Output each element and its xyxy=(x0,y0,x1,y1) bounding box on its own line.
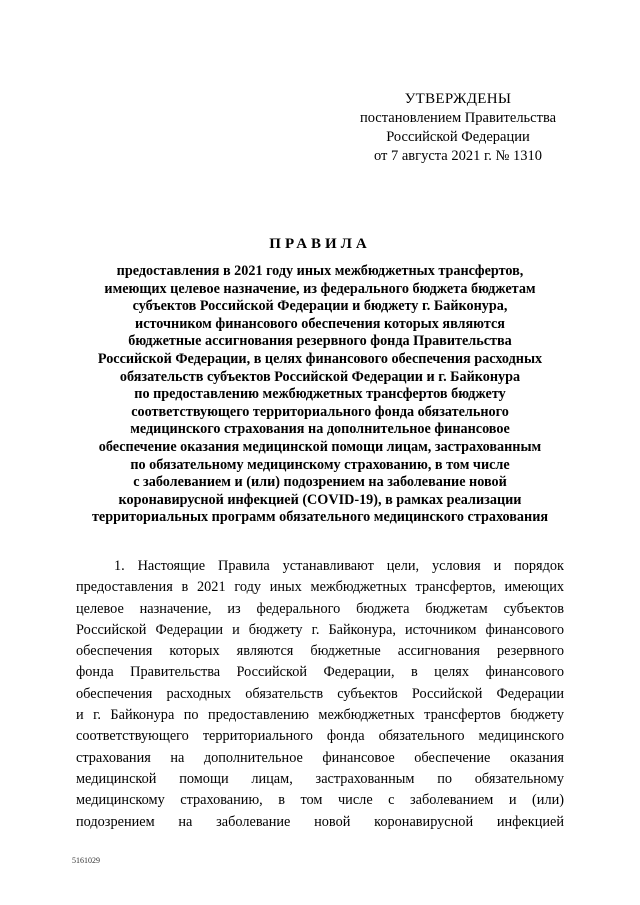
subtitle-line: источником финансового обеспечения которых являются xyxy=(135,315,505,332)
body-line: 1. Настоящие Правила устанавливают цели, условия и порядок xyxy=(114,558,564,574)
subtitle-line: бюджетные ассигнования резервного фонда Правительства xyxy=(128,333,512,350)
subtitle-line: обеспечение оказания медицинской помощи лицам, застрахованным xyxy=(98,438,542,455)
body-line: Российской Федерации и бюджету г. Байконура, источником финансового xyxy=(76,621,564,638)
approval-line-1: постановлением Правительства xyxy=(359,110,557,126)
approval-line-2: Российской Федерации xyxy=(386,129,530,145)
subtitle-line: с заболеванием и (или) подозрением на заболевание новой xyxy=(133,474,507,491)
body-line: обеспечения расходных обязательств субъектов Российской Федерации xyxy=(76,685,564,702)
document-heading: ПРАВИЛА xyxy=(269,236,371,252)
body-line: подозрением на заболевание новой коронавирусной инфекцией xyxy=(76,813,564,830)
body-line: медицинскому страхованию, в том числе с заболеванием и (или) xyxy=(76,792,564,809)
body-line: соответствующего территориального фонда обязательного медицинского xyxy=(76,728,564,745)
body-line: и г. Байконура по предоставлению межбюджетных трансфертов бюджету xyxy=(76,707,564,724)
body-line: обеспечения которых являются бюджетные ассигнования резервного xyxy=(76,643,564,660)
subtitle-line: по предоставлению межбюджетных трансфертов бюджету xyxy=(134,386,506,403)
document-subtitle xyxy=(60,263,580,527)
subtitle-line: имеющих целевое назначение, из федерального бюджета бюджетам xyxy=(104,280,536,297)
subtitle-line: Российской Федерации, в целях финансового обеспечения расходных xyxy=(97,350,543,367)
body-line: целевое назначение, из федерального бюджета бюджетам субъектов xyxy=(76,600,564,617)
subtitle-line: территориальных программ обязательного медицинского страхования xyxy=(91,509,549,526)
body-line: фонда Правительства Российской Федерации, в целях финансового xyxy=(76,664,564,681)
subtitle-line: соответствующего территориального фонда обязательного xyxy=(131,403,509,420)
body-line: медицинской помощи лицам, застрахованным по обязательному xyxy=(76,770,564,787)
subtitle-line: обязательств субъектов Российской Федерации и г. Байконура xyxy=(119,368,521,385)
subtitle-line: субъектов Российской Федерации и бюджету г. Байконура, xyxy=(132,298,508,315)
body-line: предоставления в 2021 году иных межбюджетных трансфертов, имеющих xyxy=(76,579,564,596)
document-code: 5161029 xyxy=(72,856,100,865)
subtitle-line: коронавирусной инфекцией (COVID-19), в рамках реализации xyxy=(118,491,522,508)
subtitle-line: медицинского страхования на дополнительное финансовое xyxy=(130,421,510,438)
subtitle-line: предоставления в 2021 году иных межбюджетных трансфертов, xyxy=(116,263,524,279)
body-paragraph-1 xyxy=(76,556,564,833)
approval-title: УТВЕРЖДЕНЫ xyxy=(404,91,512,107)
body-line: страхования на дополнительное финансовое обеспечение оказания xyxy=(76,749,564,766)
subtitle-line: по обязательному медицинскому страхованию, в том числе xyxy=(130,456,510,473)
approval-block xyxy=(338,90,578,166)
approval-date-line: от 7 августа 2021 г. № 1310 xyxy=(373,148,543,164)
